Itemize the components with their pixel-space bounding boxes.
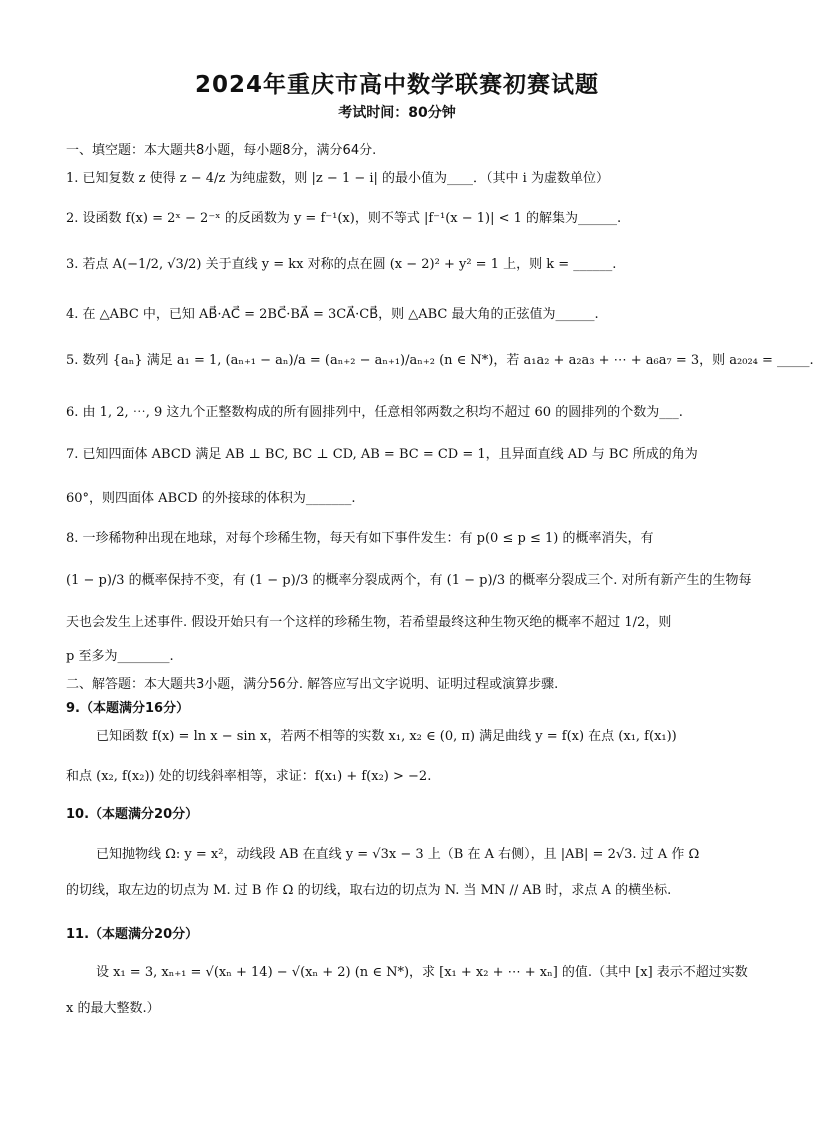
question-7-line-1: 7. 已知四面体 ABCD 满足 AB ⊥ BC, BC ⊥ CD, AB = BC = CD = 1，且异面直线 AD 与 BC 所成的角为 xyxy=(66,447,698,462)
section-fill-in-heading: 一、填空题：本大题共8小题，每小题8分，满分64分. xyxy=(66,143,377,158)
question-11-line-1: 设 x₁ = 3, xₙ₊₁ = √(xₙ + 14) − √(xₙ + 2) (n ∈ N*)，求 [x₁ + x₂ + ⋯ + xₙ] 的值.（其中 [x] 表示不超过实数 xyxy=(96,965,748,980)
question-9-heading: 9.（本题满分16分） xyxy=(66,701,190,716)
section-answer-heading: 二、解答题：本大题共3小题，满分56分. 解答应写出文字说明、证明过程或演算步骤. xyxy=(66,677,559,692)
question-8-line-1: 8. 一珍稀物种出现在地球，对每个珍稀生物，每天有如下事件发生：有 p(0 ≤ p ≤ 1) 的概率消失，有 xyxy=(66,531,654,546)
question-11-heading: 11.（本题满分20分） xyxy=(66,927,199,942)
question-2: 2. 设函数 f(x) = 2ˣ − 2⁻ˣ 的反函数为 y = f⁻¹(x)，则不等式 |f⁻¹(x − 1)| < 1 的解集为______. xyxy=(66,211,622,226)
question-8-line-2: (1 − p)/3 的概率保持不变，有 (1 − p)/3 的概率分裂成两个，有 (1 − p)/3 的概率分裂成三个. 对所有新产生的生物每 xyxy=(66,573,752,588)
page-title: 2024年重庆市高中数学联赛初赛试题 xyxy=(194,72,599,98)
question-9-line-1: 已知函数 f(x) = ln x − sin x，若两不相等的实数 x₁, x₂ ∈ (0, π) 满足曲线 y = f(x) 在点 (x₁, f(x₁)) xyxy=(96,729,677,744)
question-3: 3. 若点 A(−1/2, √3/2) 关于直线 y = kx 对称的点在圆 (x − 2)² + y² = 1 上，则 k = ______. xyxy=(66,257,617,272)
exam-duration: 考试时间：80分钟 xyxy=(338,105,456,121)
question-1: 1. 已知复数 z 使得 z − 4/z 为纯虚数，则 |z − 1 − i| 的最小值为____．（其中 i 为虚数单位） xyxy=(66,171,609,186)
question-8-line-4: p 至多为________. xyxy=(66,649,174,664)
question-4: 4. 在 △ABC 中，已知 AB⃗·AC⃗ = 2BC⃗·BA⃗ = 3CA⃗·CB⃗，则 △ABC 最大角的正弦值为______. xyxy=(66,307,599,322)
question-8-line-3: 天也会发生上述事件. 假设开始只有一个这样的珍稀生物，若希望最终这种生物灭绝的概率不超过 1/2，则 xyxy=(66,615,672,630)
question-10-line-2: 的切线，取左边的切点为 M. 过 B 作 Ω 的切线，取右边的切点为 N. 当 MN // AB 时，求点 A 的横坐标. xyxy=(66,883,672,898)
question-10-line-1: 已知抛物线 Ω: y = x²，动线段 AB 在直线 y = √3x − 3 上（B 在 A 右侧），且 |AB| = 2√3. 过 A 作 Ω xyxy=(96,847,700,862)
question-6: 6. 由 1, 2, ⋯, 9 这九个正整数构成的所有圆排列中，任意相邻两数之积均不超过 60 的圆排列的个数为___. xyxy=(66,405,683,420)
question-7-line-2: 60°，则四面体 ABCD 的外接球的体积为_______. xyxy=(66,491,356,506)
question-9-line-2: 和点 (x₂, f(x₂)) 处的切线斜率相等，求证：f(x₁) + f(x₂) > −2. xyxy=(66,769,432,784)
question-10-heading: 10.（本题满分20分） xyxy=(66,807,199,822)
question-11-line-2: x 的最大整数.） xyxy=(66,1001,160,1016)
question-5: 5. 数列 {aₙ} 满足 a₁ = 1, (aₙ₊₁ − aₙ)/a = (aₙ₊₂ − aₙ₊₁)/aₙ₊₂ (n ∈ N*)，若 a₁a₂ + a₂a₃ + ⋯ + a₆a₇ = 3，则 a₂₀₂₄ = _____. xyxy=(66,353,814,368)
